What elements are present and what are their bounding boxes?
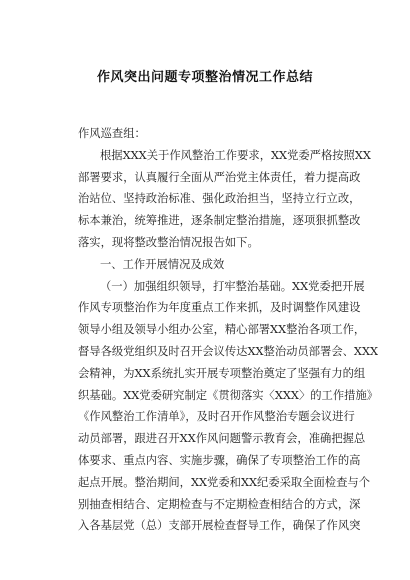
paragraph-2-line: 会精神，为XX系统扎实开展专项整治奠定了坚强有力的组	[78, 366, 366, 380]
paragraph-1-line: 标本兼治，统筹推进，逐条制定整治措施，逐项狠抓整改	[78, 214, 361, 228]
paragraph-1-line: 治站位、坚持政治标准、强化政治担当，坚持立行立改，	[78, 192, 361, 206]
document-body	[78, 123, 379, 537]
paragraph-2-line: （一）加强组织领导，打牢整治基础。XX党委把开展	[100, 279, 365, 293]
paragraph-1-line: 部署要求，认真履行全面从严治党主体责任，着力提高政	[78, 170, 361, 184]
paragraph-2-line: 领导小组及领导小组办公室，精心部署XX整治各项工作，	[78, 323, 366, 337]
paragraph-2-line: 起点开展。整治期间，XX党委和XX纪委采取全面检查与个	[78, 475, 371, 489]
salutation: 作风巡查组：	[78, 127, 146, 140]
paragraph-2-line: 督导各级党组织及时召开会议传达XX整治动员部署会、XXX	[78, 344, 379, 358]
document-title: 作风突出问题专项整治情况工作总结	[96, 70, 313, 85]
paragraph-2-line: 入各基层党（总）支部开展检查督导工作，确保了作风突	[78, 519, 361, 533]
paragraph-2-line: 《作风整治工作清单》，及时召开作风整治专题会议进行	[78, 410, 355, 424]
paragraph-2-line: 作风专项整治作为年度重点工作来抓，及时调整作风建设	[78, 301, 361, 315]
paragraph-2-line: 织基础。XX党委研究制定《贯彻落实〈XXX〉的工作措施》	[78, 388, 379, 402]
paragraph-2-line: 体要求、重点内容、实施步骤，确保了专项整治工作的高	[78, 453, 361, 467]
paragraph-2-line: 别抽查相结合、定期检查与不定期检查相结合的方式，深	[78, 497, 361, 511]
section-heading: 一、工作开展情况及成效	[100, 257, 225, 271]
paragraph-1-line: 根据XXX关于作风整治工作要求，XX党委严格按照XX	[100, 148, 371, 162]
paragraph-2-line: 动员部署，跟进召开XX作风问题警示教育会，准确把握总	[78, 432, 366, 446]
paragraph-1-line: 落实，现将整改整治情况报告如下。	[78, 235, 259, 249]
